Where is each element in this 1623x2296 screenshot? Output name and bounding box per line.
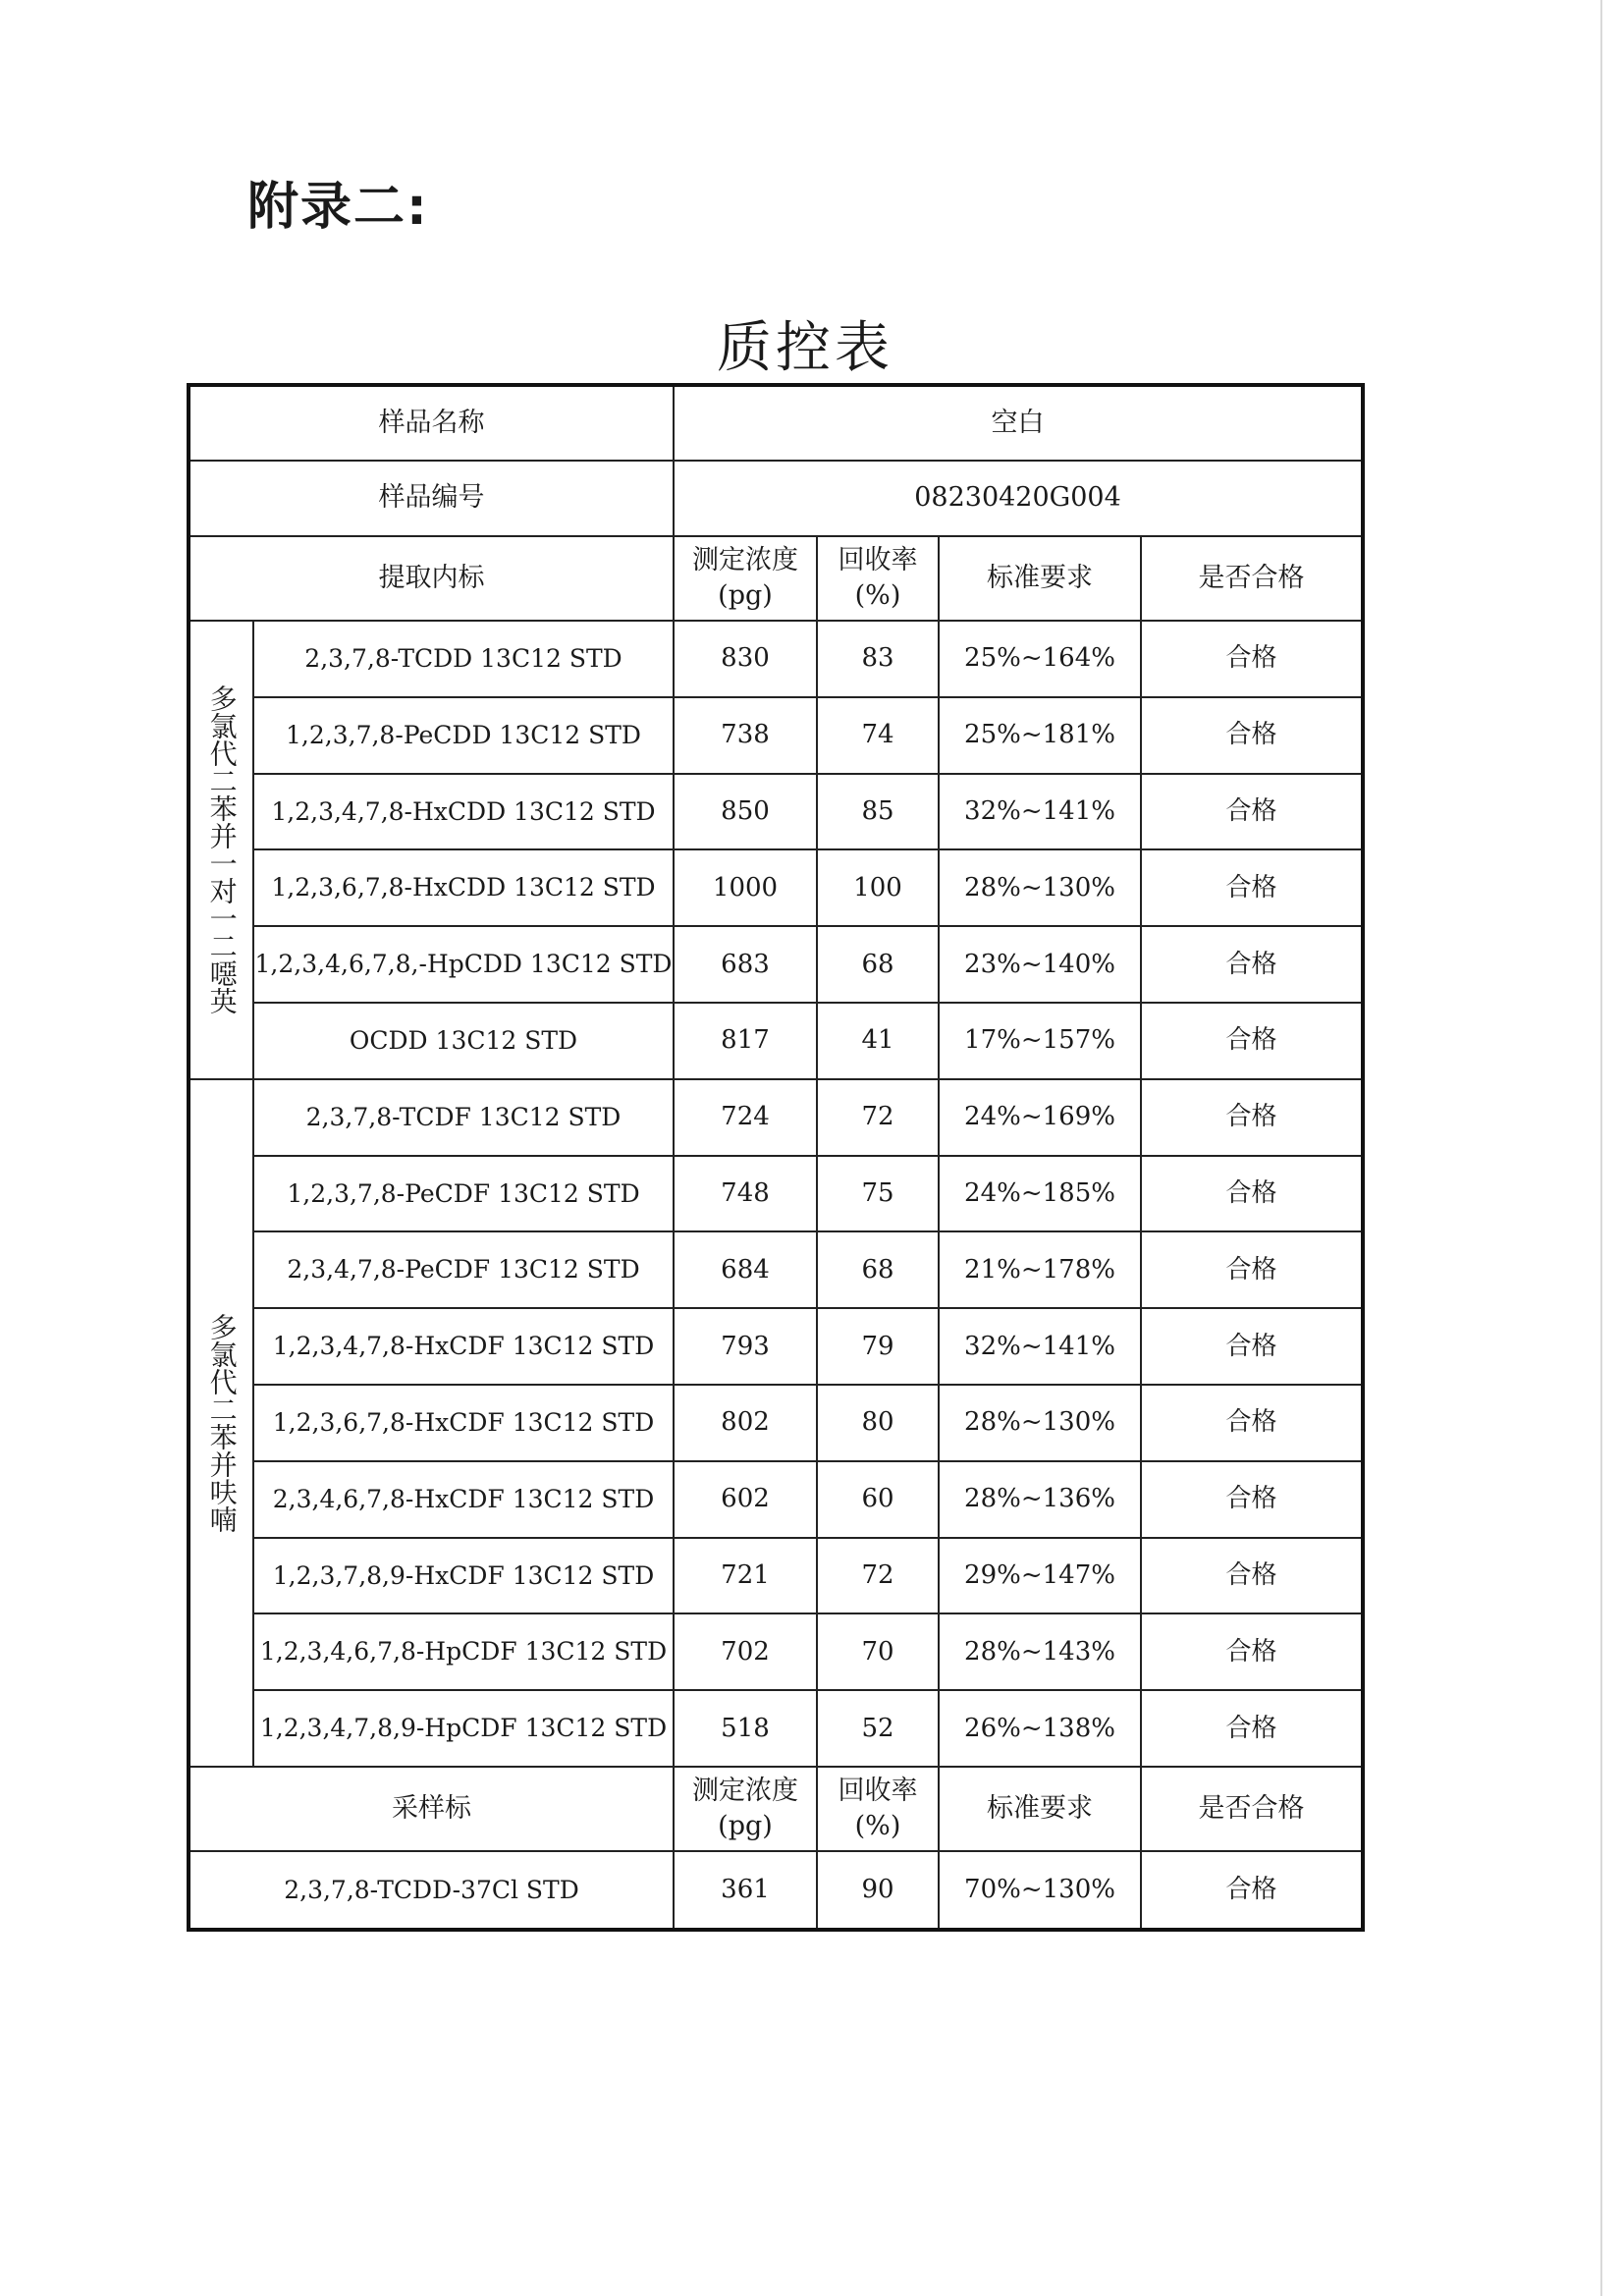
pass-status: 合格 <box>1141 1613 1363 1690</box>
compound-name: 1,2,3,7,8-PeCDF 13C12 STD <box>253 1156 674 1232</box>
internal-std-header: 提取内标 <box>189 536 674 621</box>
measured-conc: 702 <box>674 1613 817 1690</box>
compound-name: 1,2,3,4,6,7,8-HpCDF 13C12 STD <box>253 1613 674 1690</box>
standard-requirement: 24%~185% <box>939 1156 1141 1232</box>
standard-requirement: 32%~141% <box>939 1308 1141 1385</box>
pass-header: 是否合格 <box>1141 536 1363 621</box>
recovery-rate: 74 <box>817 697 939 774</box>
page-title: 质控表 <box>717 316 893 380</box>
pass-status: 合格 <box>1141 1156 1363 1232</box>
compound-name: 1,2,3,7,8-PeCDD 13C12 STD <box>253 697 674 774</box>
sampling-recovery-header-line2: (%) <box>854 1810 901 1841</box>
sample-name-row <box>189 385 1363 461</box>
conc-header-line2: (pg) <box>718 580 773 611</box>
sample-id-row <box>189 461 1363 536</box>
compound-name: 1,2,3,4,7,8-HxCDD 13C12 STD <box>253 774 674 850</box>
sampling-std-header: 采样标 <box>189 1767 674 1851</box>
table-row <box>189 621 1363 697</box>
pass-status: 合格 <box>1141 1308 1363 1385</box>
sampling-std-name: 2,3,7,8-TCDD-37Cl STD <box>189 1851 674 1930</box>
measured-conc: 683 <box>674 926 817 1003</box>
table-row <box>189 849 1363 926</box>
sampling-recovery-header-line1: 回收率 <box>838 1775 918 1806</box>
conc-header <box>674 536 817 621</box>
pass-status: 合格 <box>1141 621 1363 697</box>
standard-requirement: 28%~143% <box>939 1613 1141 1690</box>
sample-name-label: 样品名称 <box>189 385 674 461</box>
compound-name: 1,2,3,4,7,8,9-HpCDF 13C12 STD <box>253 1690 674 1767</box>
pass-status: 合格 <box>1141 926 1363 1003</box>
table-row <box>189 774 1363 850</box>
sampling-std-pass: 合格 <box>1141 1851 1363 1930</box>
pass-status: 合格 <box>1141 1538 1363 1614</box>
compound-name: 1,2,3,4,7,8-HxCDF 13C12 STD <box>253 1308 674 1385</box>
measured-conc: 724 <box>674 1079 817 1156</box>
pass-status: 合格 <box>1141 1231 1363 1308</box>
compound-name: 1,2,3,6,7,8-HxCDD 13C12 STD <box>253 849 674 926</box>
pass-status: 合格 <box>1141 1690 1363 1767</box>
pass-status: 合格 <box>1141 774 1363 850</box>
measured-conc: 684 <box>674 1231 817 1308</box>
standard-requirement: 28%~136% <box>939 1461 1141 1538</box>
sampling-pass-header: 是否合格 <box>1141 1767 1363 1851</box>
table-row <box>189 1079 1363 1156</box>
compound-name: 1,2,3,7,8,9-HxCDF 13C12 STD <box>253 1538 674 1614</box>
standard-requirement: 28%~130% <box>939 849 1141 926</box>
sample-id-label: 样品编号 <box>189 461 674 536</box>
compound-name: OCDD 13C12 STD <box>253 1003 674 1079</box>
measured-conc: 602 <box>674 1461 817 1538</box>
requirement-header: 标准要求 <box>939 536 1141 621</box>
sampling-conc-header-line1: 测定浓度 <box>692 1775 798 1806</box>
table-row <box>189 1461 1363 1538</box>
recovery-rate: 75 <box>817 1156 939 1232</box>
sampling-requirement-header: 标准要求 <box>939 1767 1141 1851</box>
appendix-label: 附录二: <box>247 178 429 237</box>
recovery-header-line1: 回收率 <box>838 544 918 575</box>
recovery-rate: 72 <box>817 1079 939 1156</box>
measured-conc: 721 <box>674 1538 817 1614</box>
table-row <box>189 697 1363 774</box>
sampling-recovery-header <box>817 1767 939 1851</box>
sampling-std-conc: 361 <box>674 1851 817 1930</box>
compound-name: 2,3,7,8-TCDD 13C12 STD <box>253 621 674 697</box>
standard-requirement: 23%~140% <box>939 926 1141 1003</box>
compound-name: 2,3,7,8-TCDF 13C12 STD <box>253 1079 674 1156</box>
table-row <box>189 1385 1363 1461</box>
pass-status: 合格 <box>1141 697 1363 774</box>
recovery-rate: 79 <box>817 1308 939 1385</box>
compound-name: 1,2,3,4,6,7,8,-HpCDD 13C12 STD <box>253 926 674 1003</box>
pass-status: 合格 <box>1141 1461 1363 1538</box>
pass-status: 合格 <box>1141 1385 1363 1461</box>
pass-status: 合格 <box>1141 849 1363 926</box>
quality-control-table <box>187 383 1365 1932</box>
pcdd-group-label: 多氯代二苯并一对一二噁英 <box>189 621 253 1079</box>
recovery-rate: 60 <box>817 1461 939 1538</box>
standard-requirement: 25%~164% <box>939 621 1141 697</box>
recovery-header-line2: (%) <box>854 580 901 611</box>
standard-requirement: 32%~141% <box>939 774 1141 850</box>
recovery-rate: 68 <box>817 1231 939 1308</box>
pass-status: 合格 <box>1141 1079 1363 1156</box>
recovery-rate: 70 <box>817 1613 939 1690</box>
compound-name: 1,2,3,6,7,8-HxCDF 13C12 STD <box>253 1385 674 1461</box>
table-row <box>189 1003 1363 1079</box>
measured-conc: 738 <box>674 697 817 774</box>
sampling-conc-header-line2: (pg) <box>718 1810 773 1841</box>
recovery-rate: 52 <box>817 1690 939 1767</box>
table-row <box>189 1613 1363 1690</box>
pass-status: 合格 <box>1141 1003 1363 1079</box>
sample-name-value: 空白 <box>674 385 1363 461</box>
recovery-rate: 85 <box>817 774 939 850</box>
standard-requirement: 21%~178% <box>939 1231 1141 1308</box>
measured-conc: 830 <box>674 621 817 697</box>
measured-conc: 748 <box>674 1156 817 1232</box>
sampling-std-recovery: 90 <box>817 1851 939 1930</box>
recovery-rate: 72 <box>817 1538 939 1614</box>
measured-conc: 850 <box>674 774 817 850</box>
table-row <box>189 926 1363 1003</box>
standard-requirement: 26%~138% <box>939 1690 1141 1767</box>
compound-name: 2,3,4,7,8-PeCDF 13C12 STD <box>253 1231 674 1308</box>
conc-header-line1: 测定浓度 <box>692 544 798 575</box>
measured-conc: 518 <box>674 1690 817 1767</box>
recovery-rate: 41 <box>817 1003 939 1079</box>
measured-conc: 1000 <box>674 849 817 926</box>
sampling-std-requirement: 70%~130% <box>939 1851 1141 1930</box>
measured-conc: 793 <box>674 1308 817 1385</box>
table-row <box>189 1538 1363 1614</box>
recovery-header <box>817 536 939 621</box>
standard-requirement: 25%~181% <box>939 697 1141 774</box>
recovery-rate: 80 <box>817 1385 939 1461</box>
recovery-rate: 68 <box>817 926 939 1003</box>
standard-requirement: 24%~169% <box>939 1079 1141 1156</box>
internal-std-header-row <box>189 536 1363 621</box>
standard-requirement: 29%~147% <box>939 1538 1141 1614</box>
standard-requirement: 28%~130% <box>939 1385 1141 1461</box>
sampling-conc-header <box>674 1767 817 1851</box>
pcdf-group-label: 多氯代二苯并呋喃 <box>189 1079 253 1767</box>
standard-requirement: 17%~157% <box>939 1003 1141 1079</box>
table-row <box>189 1156 1363 1232</box>
compound-name: 2,3,4,6,7,8-HxCDF 13C12 STD <box>253 1461 674 1538</box>
table-row <box>189 1308 1363 1385</box>
measured-conc: 802 <box>674 1385 817 1461</box>
measured-conc: 817 <box>674 1003 817 1079</box>
table-row <box>189 1690 1363 1767</box>
sampling-std-header-row <box>189 1767 1363 1851</box>
sampling-std-row <box>189 1851 1363 1930</box>
sample-id-value: 08230420G004 <box>674 461 1363 536</box>
recovery-rate: 83 <box>817 621 939 697</box>
table-row <box>189 1231 1363 1308</box>
recovery-rate: 100 <box>817 849 939 926</box>
table-body <box>189 385 1363 1930</box>
